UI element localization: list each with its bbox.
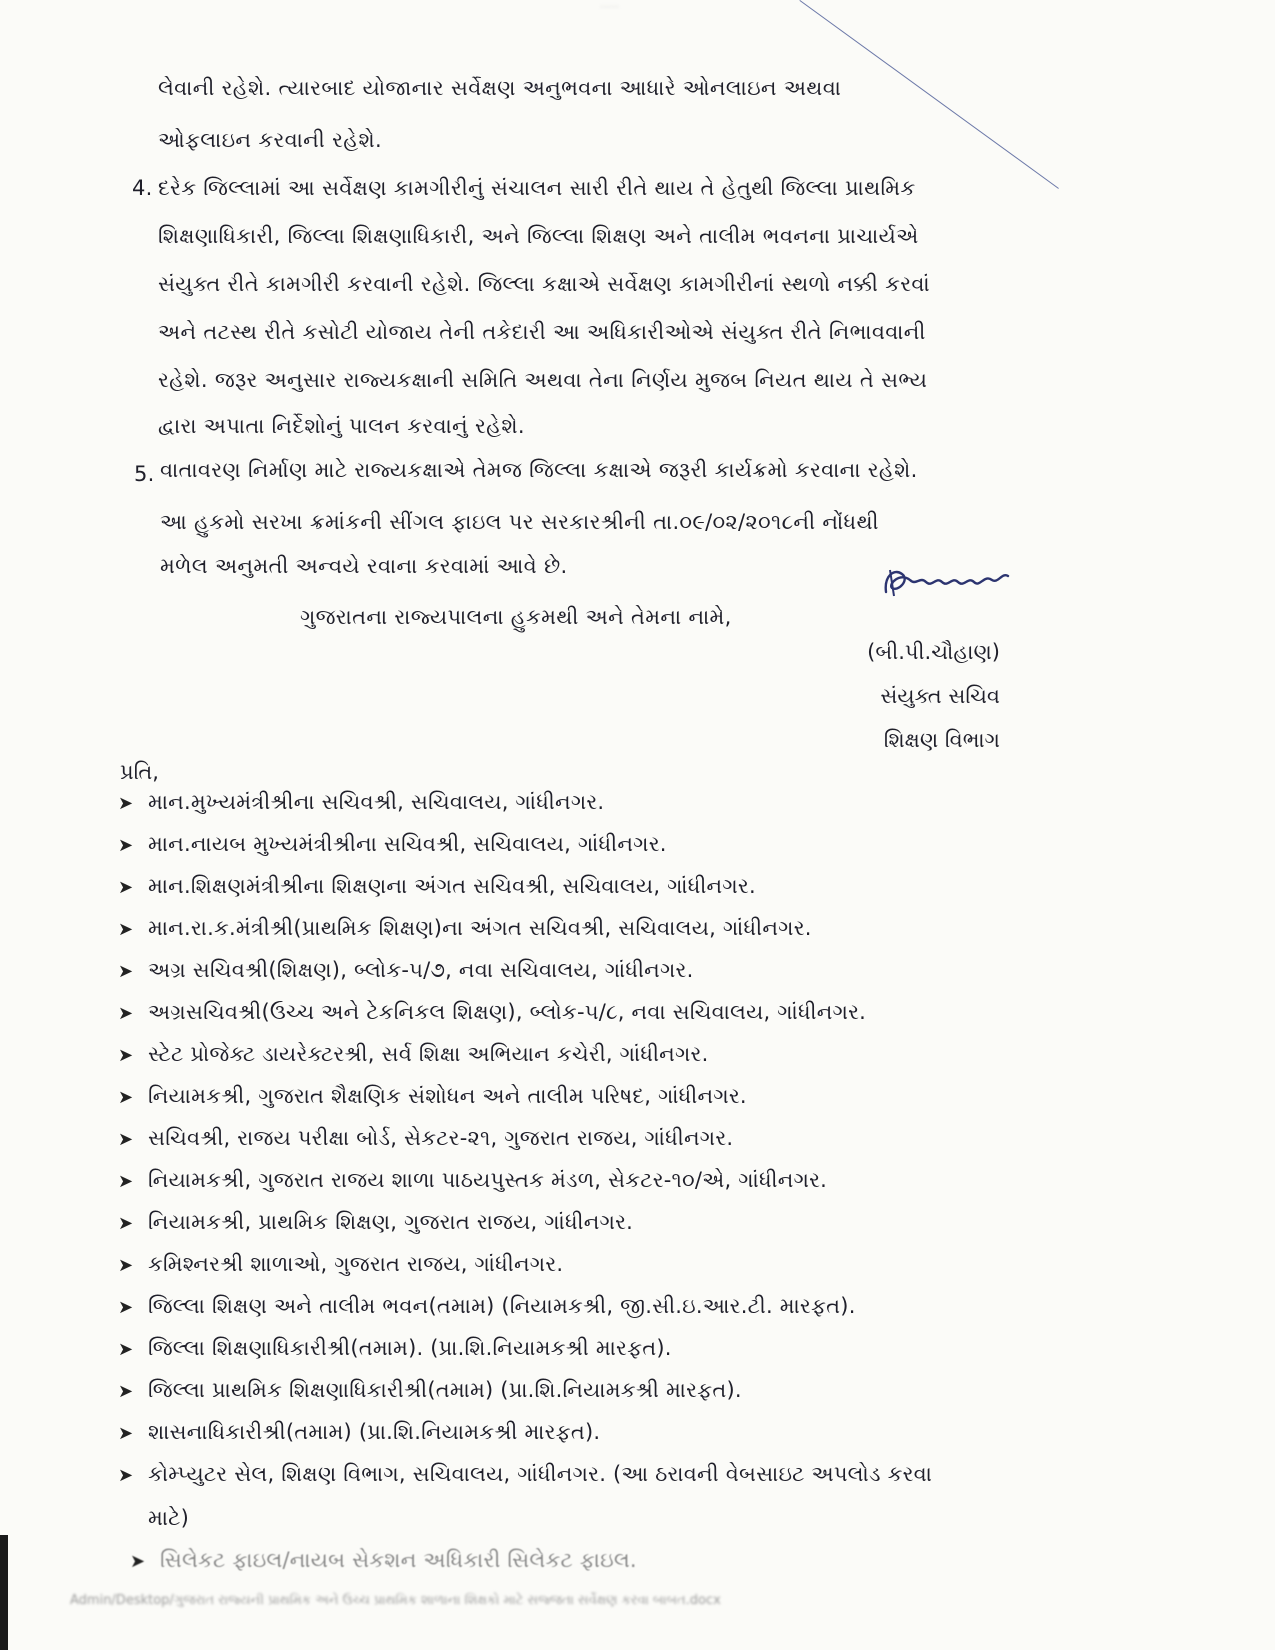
scan-edge-bar [0, 1535, 8, 1650]
paragraph-continuation-line-2: ઓફલાઇન કરવાની રહેશે. [158, 128, 382, 152]
item4-line-3: સંયુક્ત રીતે કામગીરી કરવાની રહેશે. જિલ્લા કક્ષાએ સર્વેક્ષણ કામગીરીનાં સ્થળો નક્કી કરવાં [158, 272, 930, 296]
recipient-text: નિયામકશ્રી, પ્રાથમિક શિક્ષણ, ગુજરાત રાજય, ગાંધીનગર. [148, 1210, 634, 1234]
recipient-item [118, 1210, 633, 1235]
signatory-name: (બી.પી.ચૌહાણ) [867, 640, 1000, 664]
bullet-arrow-icon: ➤ [118, 835, 134, 856]
top-scan-mark: ····· [600, 0, 620, 14]
recipient-text: સ્ટેટ પ્રોજેક્ટ ડાયરેક્ટરશ્રી, સર્વ શિક્ષા અભિયાન કચેરી, ગાંધીનગર. [148, 1042, 709, 1066]
item5-line-2: આ હુકમો સરખા ક્રમાંકની સીંગલ ફાઇલ પર સરકારશ્રીની તા.૦૯/૦૨/૨૦૧૮ની નોંધથી [160, 510, 879, 534]
recipient-text: અગ્રસચિવશ્રી(ઉચ્ચ અને ટેકનિકલ શિક્ષણ), બ્લોક-૫/૮, નવા સચિવાલય, ગાંધીનગર. [148, 1000, 867, 1024]
recipient-item [118, 1042, 708, 1067]
bullet-arrow-icon: ➤ [118, 877, 134, 898]
bullet-arrow-icon: ➤ [118, 793, 134, 814]
item4-line-5: રહેશે. જરૂર અનુસાર રાજ્યકક્ષાની સમિતિ અથવા તેના નિર્ણય મુજબ નિયત થાય તે સભ્ય [158, 368, 928, 392]
recipient-text: અગ્ર સચિવશ્રી(શિક્ષણ), બ્લોક-૫/૭, નવા સચિવાલય, ગાંધીનગર. [148, 958, 694, 982]
item4-line-6: દ્વારા અપાતા નિર્દેશોનું પાલન કરવાનું રહેશે. [158, 414, 525, 438]
recipient-text: નિયામકશ્રી, ગુજરાત શૈક્ષણિક સંશોધન અને તાલીમ પરિષદ, ગાંધીનગર. [148, 1084, 747, 1108]
recipient-text: સચિવશ્રી, રાજય પરીક્ષા બોર્ડ, સેકટર-૨૧, ગુજરાત રાજય, ગાંધીનગર. [148, 1126, 734, 1150]
recipient-item [118, 1420, 600, 1445]
item5-line-1: વાતાવરણ નિર્માણ માટે રાજ્યકક્ષાએ તેમજ જિલ્લા કક્ષાએ જરૂરી કાર્યક્રમો કરવાના રહેશે. [160, 458, 918, 482]
recipient-item [118, 832, 667, 857]
bullet-arrow-icon: ➤ [118, 1087, 134, 1108]
bullet-arrow-icon: ➤ [118, 1003, 134, 1024]
recipient-item [118, 916, 812, 941]
item4-line-1: દરેક જિલ્લામાં આ સર્વેક્ષણ કામગીરીનું સંચાલન સારી રીતે થાય તે હેતુથી જિલ્લા પ્રાથમિક [158, 176, 916, 200]
bullet-arrow-icon: ➤ [118, 1465, 134, 1486]
signatory-department: શિક્ષણ વિભાગ [883, 728, 1000, 752]
recipient-item [118, 1126, 733, 1151]
recipient-text: સિલેકટ ફાઇલ/નાયબ સેકશન અધિકારી સિલેકટ ફાઇલ. [160, 1548, 637, 1572]
item4-line-4: અને તટસ્થ રીતે કસોટી યોજાય તેની તકેદારી આ અધિકારીઓએ સંયુક્ત રીતે નિભાવવાની [158, 320, 926, 344]
item5-line-3: મળેલ અનુમતી અન્વયે રવાના કરવામાં આવે છે. [160, 554, 568, 578]
recipient-text: જિલ્લા શિક્ષણ અને તાલીમ ભવન(તમામ) (નિયામકશ્રી, જી.સી.ઇ.આર.ટી. મારફત). [148, 1294, 856, 1318]
recipient-item [118, 1000, 866, 1025]
recipient-text: નિયામકશ્રી, ગુજરાત રાજય શાળા પાઠયપુસ્તક મંડળ, સેકટર-૧૦/એ, ગાંધીનગર. [148, 1168, 828, 1192]
handwritten-signature [880, 562, 1020, 602]
recipient-item [118, 1336, 672, 1361]
recipient-item [118, 1252, 563, 1277]
recipient-item [118, 1378, 742, 1403]
recipient-text: માન.શિક્ષણમંત્રીશ્રીના શિક્ષણના અંગત સચિવશ્રી, સચિવાલય, ગાંધીનગર. [148, 874, 756, 898]
bullet-arrow-icon: ➤ [118, 1423, 134, 1444]
recipient-text: માન.મુખ્યમંત્રીશ્રીના સચિવશ્રી, સચિવાલય, ગાંધીનગર. [148, 790, 605, 814]
footer-file-path: Admin/Desktop/ગુજરાત રાજ્યની પ્રાથમિક અને ઉચ્ચ પ્રાથમિક શાળાના શિક્ષકો માટે સજ્જતા સર્વેક્ષણ કરવા બાબત.docx [70, 1593, 721, 1608]
recipient-text: કોમ્પ્યુટર સેલ, શિક્ષણ વિભાગ, સચિવાલય, ગાંધીનગર. (આ ઠરાવની વેબસાઇટ અપલોડ કરવા [148, 1462, 933, 1486]
bullet-arrow-icon: ➤ [118, 1213, 134, 1234]
recipient-text: માન.નાયબ મુખ્યમંત્રીશ્રીના સચિવશ્રી, સચિવાલય, ગાંધીનગર. [148, 832, 667, 856]
order-by-governor-line: ગુજરાતના રાજ્યપાલના હુકમથી અને તેમના નામે, [300, 605, 732, 629]
bullet-arrow-icon: ➤ [130, 1551, 146, 1572]
bullet-arrow-icon: ➤ [118, 1297, 134, 1318]
item4-line-2: શિક્ષણાધિકારી, જિલ્લા શિક્ષણાધિકારી, અને જિલ્લા શિક્ષણ અને તાલીમ ભવનના પ્રાચાર્યએ [158, 224, 919, 248]
recipient-item [118, 790, 604, 815]
bullet-arrow-icon: ➤ [118, 1339, 134, 1360]
to-label: પ્રતિ, [120, 760, 159, 784]
recipient-item [118, 874, 756, 899]
bullet-arrow-icon: ➤ [118, 1045, 134, 1066]
bullet-arrow-icon: ➤ [118, 1255, 134, 1276]
recipient-continuation: માટે) [148, 1506, 189, 1530]
recipient-item [118, 958, 693, 983]
recipient-item [118, 1462, 932, 1487]
bullet-arrow-icon: ➤ [118, 1171, 134, 1192]
recipient-item [118, 1084, 747, 1109]
recipient-item [118, 1294, 856, 1319]
recipient-text: શાસનાધિકારીશ્રી(તમામ) (પ્રા.શિ.નિયામકશ્રી મારફત). [148, 1420, 601, 1444]
bullet-arrow-icon: ➤ [118, 1381, 134, 1402]
recipient-item [130, 1548, 637, 1573]
recipient-text: કમિશ્નરશ્રી શાળાઓ, ગુજરાત રાજય, ગાંધીનગર. [148, 1252, 564, 1276]
recipient-item [118, 1168, 827, 1193]
paragraph-continuation-line-1: લેવાની રહેશે. ત્યારબાદ યોજાનાર સર્વેક્ષણ અનુભવના આધારે ઓનલાઇન અથવા [158, 76, 842, 100]
bullet-arrow-icon: ➤ [118, 961, 134, 982]
item5-number: 5. [134, 462, 155, 486]
signatory-title: સંયુક્ત સચિવ [880, 684, 1000, 708]
recipient-text: માન.રા.ક.મંત્રીશ્રી(પ્રાથમિક શિક્ષણ)ના અંગત સચિવશ્રી, સચિવાલય, ગાંધીનગર. [148, 916, 812, 940]
recipient-text: જિલ્લા પ્રાથમિક શિક્ષણાધિકારીશ્રી(તમામ) (પ્રા.શિ.નિયામકશ્રી મારફત). [148, 1378, 742, 1402]
item4-number: 4. [132, 176, 153, 200]
bullet-arrow-icon: ➤ [118, 919, 134, 940]
bullet-arrow-icon: ➤ [118, 1129, 134, 1150]
recipient-text: જિલ્લા શિક્ષણાધિકારીશ્રી(તમામ). (પ્રા.શિ.નિયામકશ્રી મારફત). [148, 1336, 672, 1360]
